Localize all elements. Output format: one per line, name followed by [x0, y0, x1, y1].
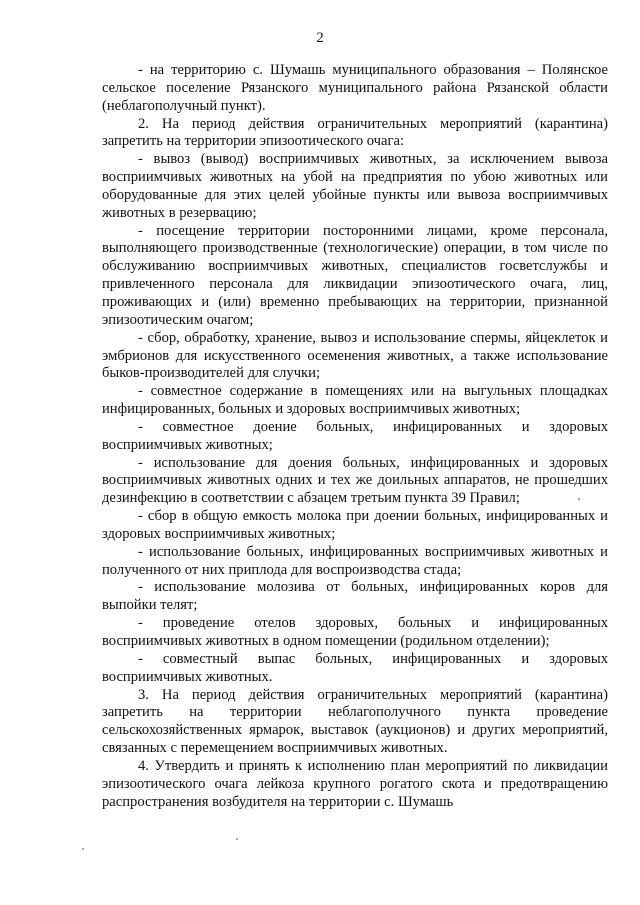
paragraph-ban-milking-machines: - использование для доения больных, инфицированных и здоровых восприимчивых животных одних и тех же доильных аппаратов, не прошедших дезинфекцию в соответствии с абзацем третьим пункта 39 Правил;	[102, 454, 608, 507]
paragraph-item-2: 2. На период действия ограничительных мероприятий (карантина) запретить на территории эпизоотического очага:	[102, 115, 608, 150]
page-number: 2	[316, 30, 324, 46]
paragraph-ban-colostrum: - использование молозива от больных, инфицированных коров для выпойки телят;	[102, 579, 608, 614]
paragraph-ban-milk-collection: - сбор в общую емкость молока при доении больных, инфицированных и здоровых восприимчивых животных;	[102, 508, 608, 542]
paragraph-territory: - на территорию с. Шумашь муниципального образования – Полянское сельское поселение Рязанского муниципального района Рязанской области (неблагополучный пункт).	[102, 62, 608, 114]
paragraph-ban-visits: - посещение территории посторонними лицами, кроме персонала, выполняющего производственные (технологические) операции, в том числе по обслуживанию восприимчивых животных, специалистов госветслужбы и привлеченного персонала для ликвидации эпизоотического очага, лиц, проживающих и (или) временно пребывающих на территории, признанной эпизоотическим очагом;	[102, 222, 608, 328]
paragraph-ban-export: - вывоз (вывод) восприимчивых животных, за исключением вывоза восприимчивых животных на убой на предприятия по убою животных или оборудованные для этих целей убойные пункты или вывоза восприимчивых животных в резервацию;	[102, 151, 608, 221]
scan-speck	[236, 838, 238, 840]
scan-speck	[82, 848, 84, 850]
document-body	[102, 62, 608, 811]
paragraph-item-4: 4. Утвердить и принять к исполнению план мероприятий по ликвидации эпизоотического очага лейкоза крупного рогатого скота и предотвращению распространения возбудителя на территории с. Шумашь	[102, 757, 608, 810]
scan-speck	[578, 498, 580, 500]
paragraph-ban-reproduction: - использование больных, инфицированных восприимчивых животных и полученного от них приплода для воспроизводства стада;	[102, 543, 608, 578]
paragraph-ban-calving: - проведение отелов здоровых, больных и инфицированных восприимчивых животных в одном помещении (родильном отделении);	[102, 615, 608, 649]
paragraph-ban-joint-keeping: - совместное содержание в помещениях или на выгульных площадках инфицированных, больных и здоровых восприимчивых животных;	[102, 383, 608, 418]
paragraph-ban-joint-milking: - совместное доение больных, инфицированных и здоровых восприимчивых животных;	[102, 418, 608, 453]
paragraph-ban-sperm: - сбор, обработку, хранение, вывоз и использование спермы, яйцеклеток и эмбрионов для искусственного осеменения животных, а также использование быков-производителей для случки;	[102, 329, 608, 382]
paragraph-item-3: 3. На период действия ограничительных мероприятий (карантина) запретить на территории неблагополучного пункта проведение сельскохозяйственных ярмарок, выставок (аукционов) и других мероприятий, связанных с перемещением восприимчивых животных.	[102, 686, 608, 757]
paragraph-ban-grazing: - совместный выпас больных, инфицированных и здоровых восприимчивых животных.	[102, 650, 608, 685]
